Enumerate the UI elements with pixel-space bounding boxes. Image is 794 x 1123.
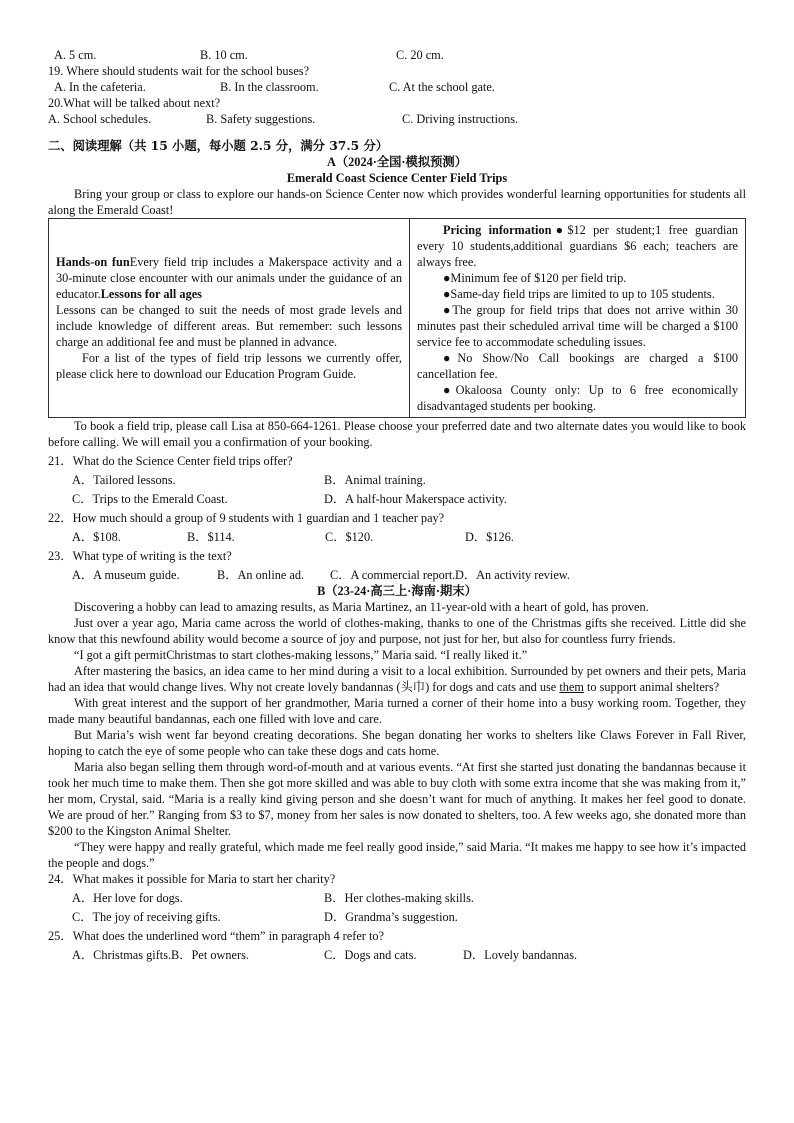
q19-stem: 19. Where should students wait for the school buses?	[48, 64, 310, 78]
passage-a-title: Emerald Coast Science Center Field Trips	[286, 171, 508, 185]
option[interactable]: C．A commercial report.	[330, 568, 456, 582]
passage-b-p6: But Maria’s wish went far beyond creating decorations. She began donating her works to shelters like Claws Forever in Fall River, hoping to catch the eye of some people who can take these dogs and cats home.	[48, 728, 746, 758]
option[interactable]: B. 10 cm.	[200, 48, 248, 62]
hands-on-text: Hands-on funEvery field trip includes a Makerspace activity and a 30-minute close encounter with our animals under the guidance of an educator.Lessons for all ages	[56, 255, 403, 301]
option[interactable]: A．Her love for dogs.	[72, 891, 183, 905]
q20-options	[48, 111, 746, 127]
q25-options	[48, 947, 746, 963]
lessons-text: Lessons can be changed to suit the needs of most grade levels and include knowledge of different areas. But remember: such lessons charge an additional fee and must be planned in advance.	[56, 303, 402, 349]
option[interactable]: A．A museum guide.	[72, 568, 180, 582]
option[interactable]: D．Grandma’s suggestion.	[324, 910, 458, 924]
underlined-word: them	[559, 680, 584, 694]
option[interactable]: A．Tailored lessons.	[72, 473, 176, 487]
pricing-cell	[410, 219, 746, 418]
lessons-heading: Lessons for all ages	[100, 287, 202, 301]
q25	[48, 928, 746, 963]
option[interactable]: A．Christmas gifts.B．Pet owners.	[72, 948, 249, 962]
option[interactable]: C. Driving instructions.	[402, 112, 519, 126]
q22	[48, 510, 746, 545]
pricing-bullet: ●The group for field trips that does not arrive within 30 minutes past their scheduled arrival time will be charged a $100 service fee to accommodate scheduling issues.	[417, 303, 738, 349]
q23-stem: 23．What type of writing is the text?	[48, 549, 232, 563]
q20-stem: 20.What will be talked about next?	[48, 96, 221, 110]
passage-b-p7: Maria also began selling them through word-of-mouth and at various events. “At first she started just donating the bandannas because it took her much time to make them. Then she got more skilled and was able to buy cloth with some extra income that she was making from it,” her mom, Crystal, said. “Maria is a really kind giving person and she doesn’t want for much of anything. It makes her feel good to donate. We are proud of her.” Ranging from $3 to $7, money from her sales is now donated to shelters, too. A few weeks ago, she donated more than $200 to the Kingston Animal Shelter.	[48, 760, 746, 838]
q23	[48, 548, 746, 583]
passage-b-label: B（23-24·高三上·海南·期末）	[317, 584, 477, 598]
hands-on-heading: Hands-on fun	[56, 255, 130, 269]
q22-stem: 22．How much should a group of 9 students with 1 guardian and 1 teacher pay?	[48, 511, 445, 525]
pricing-heading: Pricing information	[443, 223, 552, 237]
option[interactable]: A．$108.	[72, 530, 121, 544]
q24-stem: 24．What makes it possible for Maria to start her charity?	[48, 872, 336, 886]
q24-options-row2	[48, 909, 746, 925]
option[interactable]: C. 20 cm.	[396, 48, 444, 62]
q24	[48, 871, 746, 925]
passage-b-p8: “They were happy and really grateful, which made me feel really good inside,” said Maria. “It makes me happy to see how it’s impacted the people and dogs.”	[48, 840, 746, 870]
q21-options-row2	[48, 491, 746, 507]
option[interactable]: B．Her clothes-making skills.	[324, 891, 474, 905]
option[interactable]: B．An online ad.	[217, 568, 305, 582]
q21	[48, 453, 746, 507]
option[interactable]: B．Animal training.	[324, 473, 426, 487]
option[interactable]: D．A half-hour Makerspace activity.	[324, 492, 507, 506]
pricing-bullet: ●No Show/No Call bookings are charged a $100 cancellation fee.	[417, 351, 738, 381]
exam-page	[48, 47, 746, 963]
option[interactable]: A. 5 cm.	[54, 48, 97, 62]
option[interactable]: D．An activity review.	[455, 568, 570, 582]
option[interactable]: D．Lovely bandannas.	[463, 948, 578, 962]
option[interactable]: A. In the cafeteria.	[54, 80, 146, 94]
pricing-bullet: ●Same-day field trips are limited to up to 105 students.	[443, 287, 715, 301]
field-trip-info-table	[48, 218, 746, 418]
q23-options	[48, 567, 746, 583]
passage-b-p5: With great interest and the support of her grandmother, Maria turned a corner of their home into a busy working room. Together, they made many beautiful bandannas, each one filled with love and care.	[48, 696, 746, 726]
q21-options-row1	[48, 472, 746, 488]
pricing-first: Pricing information●$12 per student;1 free guardian every 10 students,additional guardians $6 each; teachers are always free.	[417, 223, 738, 269]
option[interactable]: B．$114.	[187, 530, 235, 544]
hands-on-cell	[49, 219, 410, 418]
passage-a-intro: Bring your group or class to explore our hands-on Science Center now which provides wonderful learning opportunities for students all along the Emerald Coast!	[48, 187, 746, 217]
q25-stem: 25．What does the underlined word “them” in paragraph 4 refer to?	[48, 929, 384, 943]
passage-b-p2: Just over a year ago, Maria came across the world of clothes-making, thanks to one of the Christmas gifts she received. Little did she know that this newfound ability would become a source of joy and purpose, not just for her, but also for countless furry friends.	[48, 616, 746, 646]
option[interactable]: C．Trips to the Emerald Coast.	[72, 492, 228, 506]
option[interactable]: D．$126.	[465, 530, 514, 544]
pricing-bullet: ●Minimum fee of $120 per field trip.	[443, 271, 627, 285]
option[interactable]: C．$120.	[325, 530, 374, 544]
q24-options-row1	[48, 890, 746, 906]
section-title: 二、阅读理解（共 15 小题，每小题 2.5 分，满分 37.5 分）	[48, 138, 389, 153]
pricing-bullet: ●Okaloosa County only: Up to 6 free economically disadvantaged students per booking.	[417, 383, 738, 413]
q21-stem: 21．What do the Science Center field trips offer?	[48, 454, 293, 468]
q18-options	[48, 47, 746, 63]
option[interactable]: C. At the school gate.	[389, 80, 495, 94]
option[interactable]: B. Safety suggestions.	[206, 112, 316, 126]
passage-b-p3: “I got a gift permitChristmas to start clothes-making lessons,” Maria said. “I really liked it.”	[74, 648, 528, 662]
option[interactable]: C．The joy of receiving gifts.	[72, 910, 221, 924]
option[interactable]: C．Dogs and cats.	[324, 948, 417, 962]
q19-options	[48, 79, 746, 95]
booking-text: To book a field trip, please call Lisa at 850-664-1261. Please choose your preferred date and two alternate dates you would like to book before calling. We will email you a confirmation of your booking.	[48, 419, 746, 449]
passage-a-label: A（2024·全国·模拟预测）	[326, 155, 468, 169]
q22-options	[48, 529, 746, 545]
passage-b-p4: After mastering the basics, an idea came to her mind during a visit to a local exhibition. Surrounded by pet owners and their pets, Maria had an idea that would change lives. Why not create lovely bandannas (头巾) for dogs and cats and use them to support animal shelters?	[48, 664, 746, 694]
option[interactable]: A. School schedules.	[48, 112, 152, 126]
passage-b-p1: Discovering a hobby can lead to amazing results, as Maria Martinez, an 11-year-old with a heart of gold, has proven.	[74, 600, 649, 614]
guide-text: For a list of the types of field trip lessons we currently offer, please click here to download our Education Program Guide.	[56, 351, 402, 381]
option[interactable]: B. In the classroom.	[220, 80, 319, 94]
